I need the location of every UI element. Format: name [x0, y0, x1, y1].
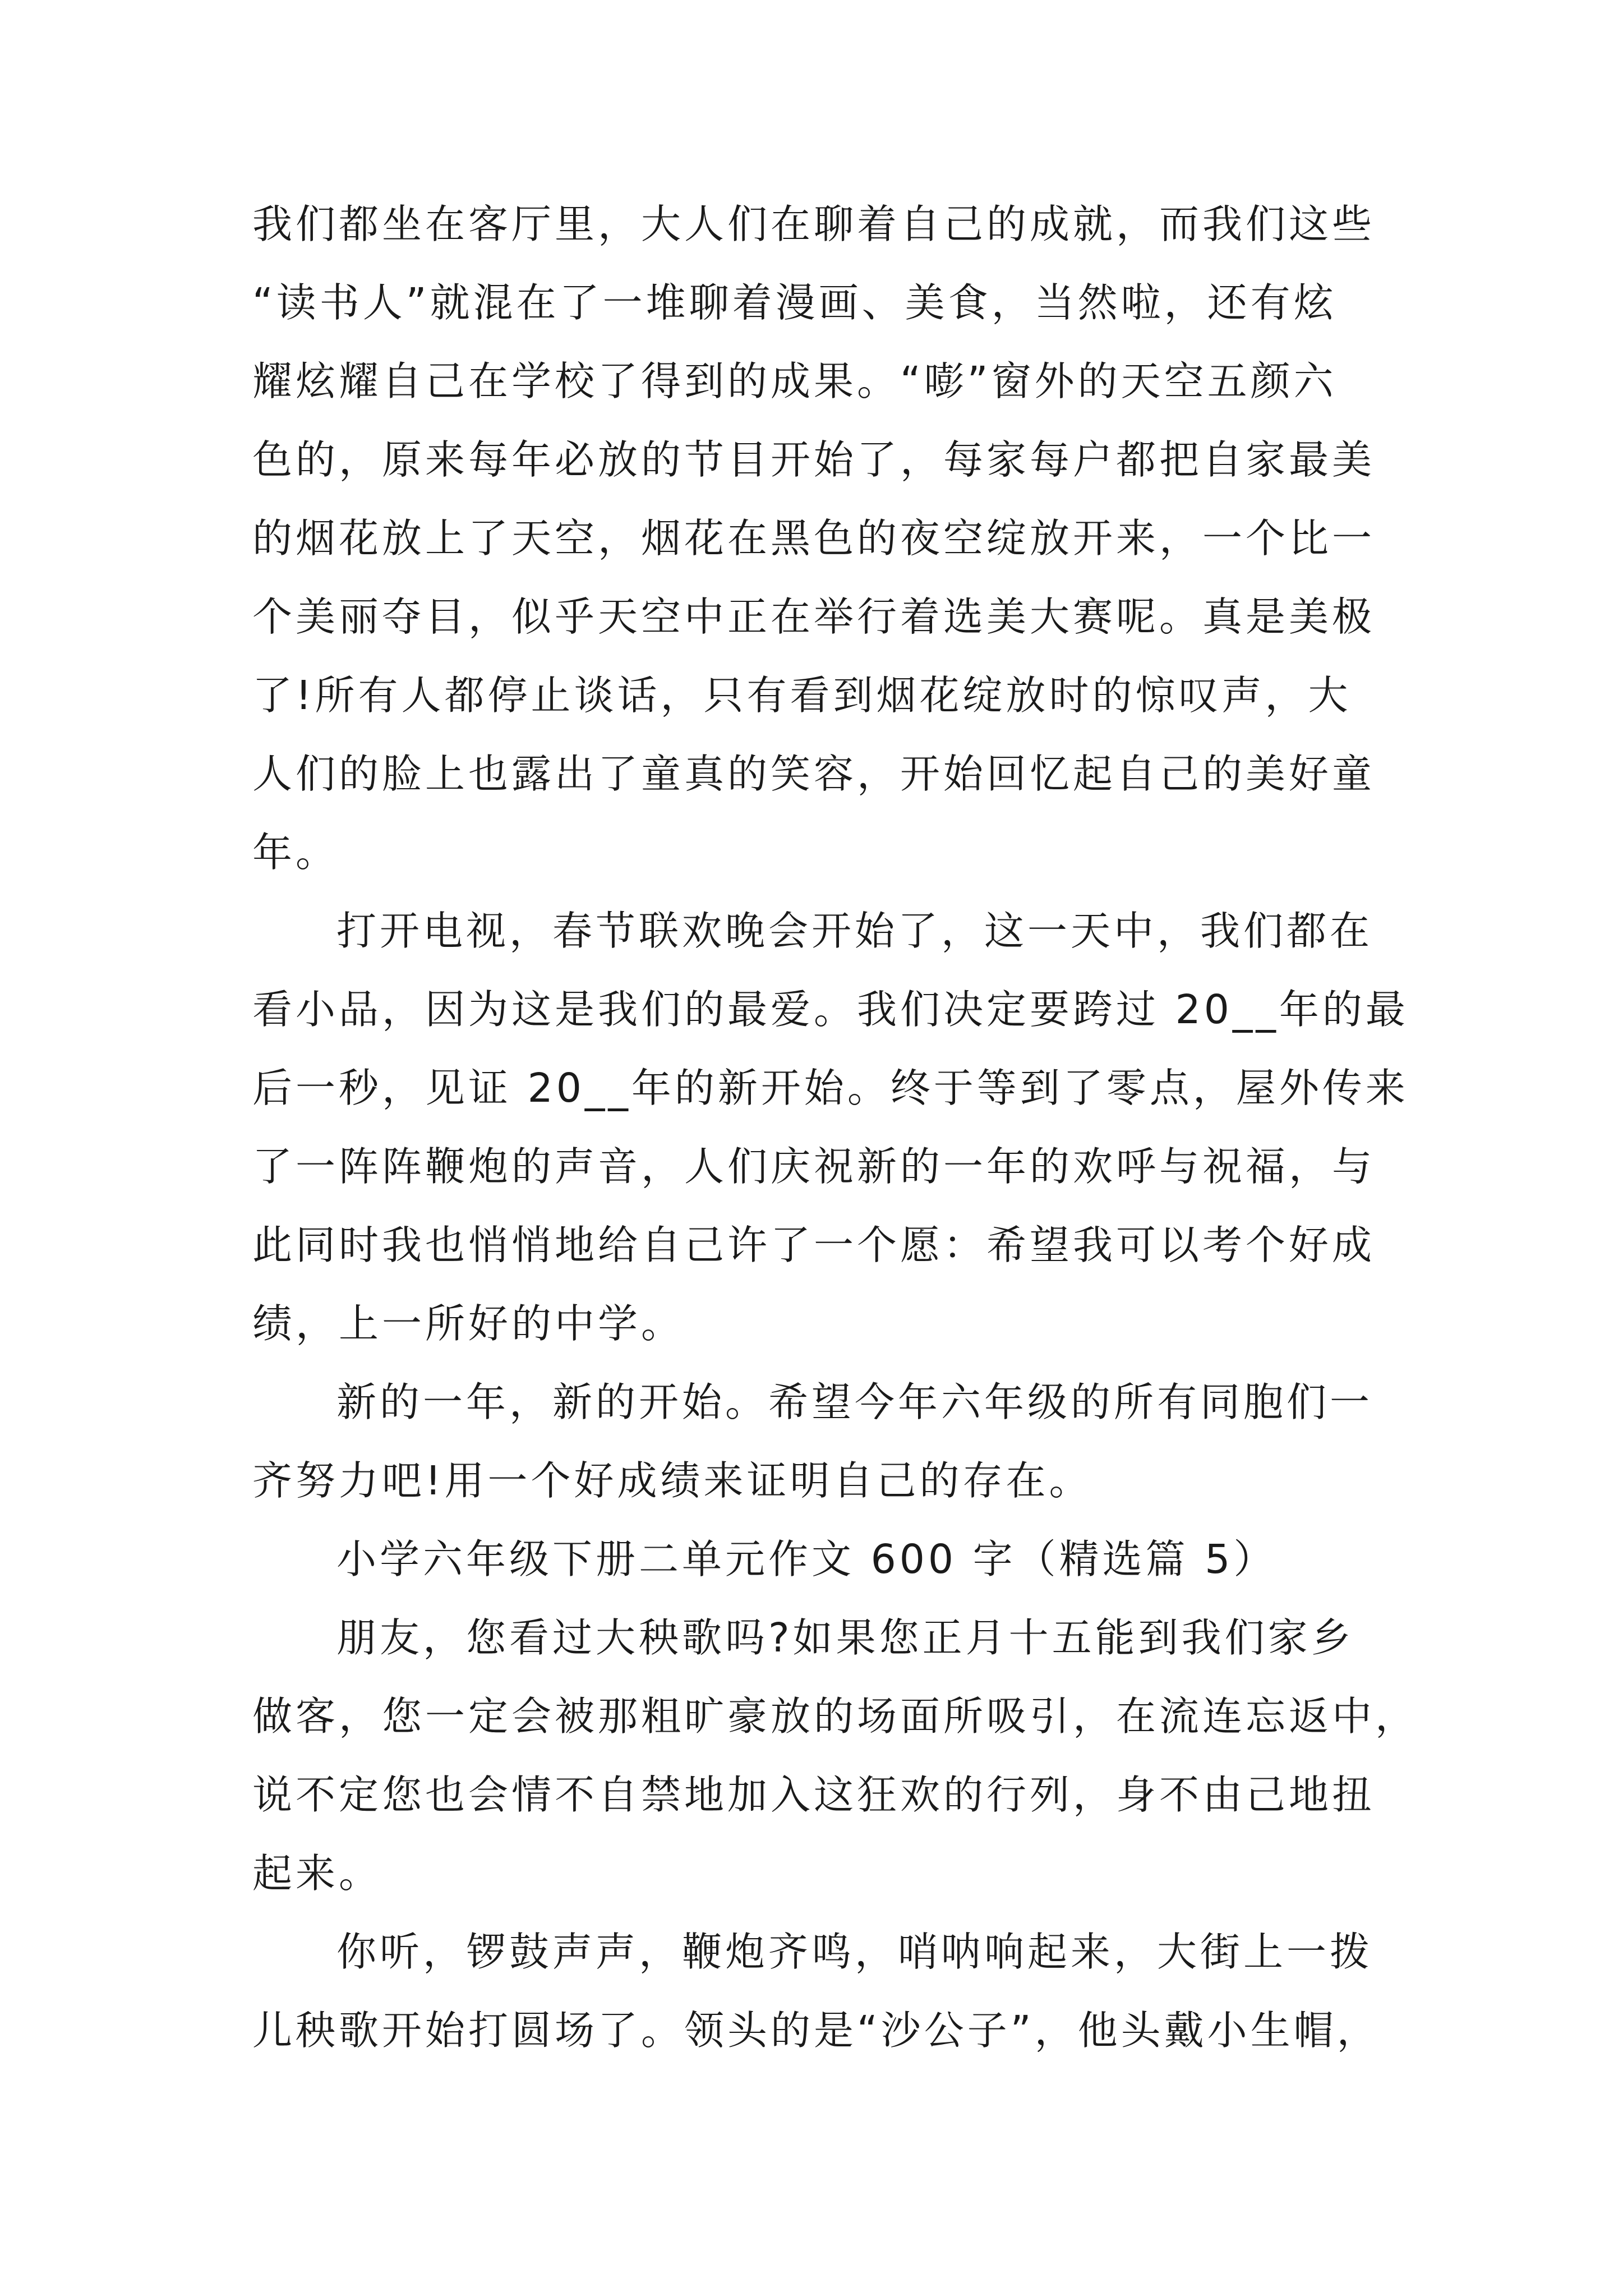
- text-line: 我们都坐在客厅里，大人们在聊着自己的成就，而我们这些: [252, 201, 1376, 247]
- text-line: 年。: [252, 829, 339, 876]
- text-line: 齐努力吧!用一个好成绩来证明自己的存在。: [252, 1457, 1092, 1504]
- text-line: “读书人”就混在了一堆聊着漫画、美食，当然啦，还有炫: [252, 279, 1337, 326]
- text-line: 说不定您也会情不自禁地加入这狂欢的行列，身不由己地扭: [252, 1772, 1376, 1818]
- text-line: 了一阵阵鞭炮的声音，人们庆祝新的一年的欢呼与祝福，与: [252, 1143, 1376, 1190]
- text-line: 了!所有人都停止谈话，只有看到烟花绽放时的惊叹声，大: [252, 672, 1352, 719]
- paragraph-first-line: 朋友，您看过大秧歌吗?如果您正月十五能到我们家乡: [336, 1614, 1354, 1661]
- text-line: 人们的脸上也露出了童真的笑容，开始回忆起自己的美好童: [252, 751, 1376, 797]
- text-line: 看小品，因为这是我们的最爱。我们决定要跨过 20__年的最: [252, 986, 1409, 1033]
- text-line: 做客，您一定会被那粗旷豪放的场面所吸引，在流连忘返中，: [252, 1693, 1419, 1740]
- text-line: 色的，原来每年必放的节目开始了，每家每户都把自家最美: [252, 436, 1376, 483]
- paragraph-first-line: 新的一年，新的开始。希望今年六年级的所有同胞们一: [336, 1379, 1373, 1425]
- text-line: 个美丽夺目，似乎天空中正在举行着选美大赛呢。真是美极: [252, 593, 1376, 640]
- text-line: 儿秧歌开始打圆场了。领头的是“沙公子”，他头戴小生帽，: [252, 2007, 1380, 2054]
- section-heading: 小学六年级下册二单元作文 600 字（精选篇 5）: [336, 1536, 1277, 1582]
- paragraph-first-line: 你听，锣鼓声声，鞭炮齐鸣，哨呐响起来，大街上一拨: [336, 1929, 1373, 1975]
- text-line: 起来。: [252, 1850, 382, 1897]
- paragraph-first-line: 打开电视，春节联欢晚会开始了，这一天中，我们都在: [336, 908, 1373, 954]
- text-line: 绩，上一所好的中学。: [252, 1300, 685, 1347]
- text-line: 此同时我也悄悄地给自己许了一个愿：希望我可以考个好成: [252, 1222, 1376, 1268]
- text-line: 的烟花放上了天空，烟花在黑色的夜空绽放开来，一个比一: [252, 515, 1376, 562]
- text-line: 后一秒，见证 20__年的新开始。终于等到了零点，屋外传来: [252, 1065, 1409, 1111]
- text-line: 耀炫耀自己在学校了得到的成果。“嘭”窗外的天空五颜六: [252, 358, 1337, 404]
